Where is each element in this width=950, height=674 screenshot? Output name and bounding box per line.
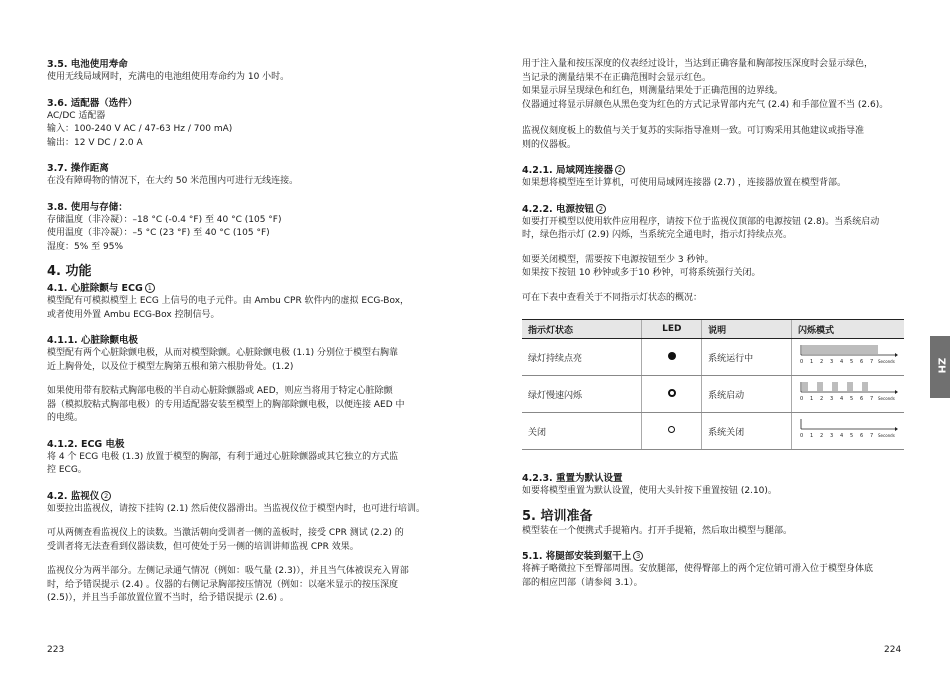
heading-4-2 xyxy=(47,490,437,503)
left-page xyxy=(47,58,437,606)
language-tab-label: ZH xyxy=(935,357,947,374)
seconds-label: Seconds xyxy=(878,395,895,401)
text-3-6-l2: 输入：100-240 V AC / 47-63 Hz / 700 mA) xyxy=(47,124,233,134)
blink-pattern-slow-icon xyxy=(798,379,898,407)
col-header-pattern: 闪烁模式 xyxy=(792,320,905,339)
blink-pattern-cell xyxy=(792,376,905,413)
tick-label: 0 xyxy=(800,395,804,402)
row-state: 关闭 xyxy=(522,413,642,450)
intro-p2-l2: 则的仪器板。 xyxy=(522,139,577,150)
tick-label: 2 xyxy=(820,358,824,365)
intro-p1-l2: 当记录的测量结果不在正确范围时会显示红色。 xyxy=(522,72,712,83)
text-4-2-p1: 如要拉出监视仪，请按下挂钩 (2.1) 然后使仪器滑出。当监视仪位于模型内时，也可进行培训。 xyxy=(47,503,426,514)
tick-label: 2 xyxy=(820,395,824,402)
indicator-table xyxy=(522,319,904,450)
tick-label: 4 xyxy=(840,358,844,365)
row-state: 绿灯慢速闪烁 xyxy=(522,376,642,413)
text-4-2-1: 如果想将模型连至计算机，可使用局域网连接器 (2.7) ，连接器放置在模型背部。 xyxy=(522,178,847,188)
text-5-1-l1: 将裤子略微拉下至臀部周围。安放腿部，使得臀部上的两个定位销可滑入位于模型身体底 xyxy=(522,564,874,574)
heading-4-1-text: 4.1. 心脏除颤与 ECG xyxy=(47,283,143,294)
seconds-label: Seconds xyxy=(878,432,895,438)
figure-marker-icon: 1 xyxy=(145,283,155,293)
row-state: 绿灯持续点亮 xyxy=(522,339,642,376)
heading-4-2-2 xyxy=(522,203,904,216)
seconds-label: Seconds xyxy=(878,358,895,364)
tick-label: 1 xyxy=(810,432,814,439)
text-4-2-2-p3: 可在下表中查看关于不同指示灯状态的概况： xyxy=(522,292,703,303)
text-4-1-1-p1-l1: 模型配有两个心脏除颤电极，从而对模型除颤。心脏除颤电极 (1.1) 分别位于模型右胸靠 xyxy=(47,348,399,358)
table-row xyxy=(522,413,904,450)
heading-4-1-1: 4.1.1. 心脏除颤电极 xyxy=(47,335,138,346)
heading-5-1 xyxy=(522,550,904,563)
col-header-desc: 说明 xyxy=(702,320,792,339)
heading-4-2-1-text: 4.2.1. 局域网连接器 xyxy=(522,165,613,176)
heading-3-8: 3.8. 使用与存储： xyxy=(47,201,128,213)
row-desc: 系统关闭 xyxy=(702,413,792,450)
text-4-2-p3-l1: 监视仪分为两半部分。左侧记录通气情况（例如：吸气量 (2.3)），并且当气体被误充入胃部 xyxy=(47,566,409,576)
tick-label: 0 xyxy=(800,358,804,365)
right-page xyxy=(522,58,904,590)
tick-label: 3 xyxy=(830,395,834,402)
tick-label: 4 xyxy=(840,395,844,402)
heading-5: 5. 培训准备 xyxy=(522,508,593,524)
figure-marker-icon: 2 xyxy=(615,165,625,175)
tick-label: 1 xyxy=(810,358,814,365)
table-header-row xyxy=(522,320,904,339)
intro-p1-l1: 用于注入量和按压深度的仪表经过设计，当达到正确容量和胸部按压深度时会显示绿色， xyxy=(522,59,874,69)
text-3-6-l3: 输出：12 V DC / 2.0 A xyxy=(47,137,143,148)
row-desc: 系统运行中 xyxy=(702,339,792,376)
heading-4-2-1 xyxy=(522,164,904,177)
tick-label: 5 xyxy=(850,432,854,439)
text-4-2-p2-l1: 可从两侧查看监视仪上的读数。当激活朝向受训者一侧的盖板时，接受 CPR 测试 (2.2) 的 xyxy=(47,528,404,538)
tick-label: 7 xyxy=(870,432,874,439)
heading-4-1-2: 4.1.2. ECG 电极 xyxy=(47,438,125,450)
text-4-2-p2-l2: 受训者将无法查看到仪器读数，但可使处于另一侧的培训讲师监视 CPR 效果。 xyxy=(47,541,359,552)
row-desc: 系统启动 xyxy=(702,376,792,413)
tick-label: 6 xyxy=(860,432,864,439)
intro-p1-l4: 仪器通过将显示屏颜色从黑色变为红色的方式记录胃部内充气 (2.4) 和手部位置不当 (2.6)。 xyxy=(522,99,889,110)
blink-pattern-cell xyxy=(792,339,905,376)
heading-4-2-text: 4.2. 监视仪 xyxy=(47,490,100,502)
text-4-2-2-p2-l2: 如果按下按钮 10 秒钟或多于10 秒钟，可将系统强行关闭。 xyxy=(522,268,761,278)
text-4-2-p3-l3: (2.5)），并且当手部放置位置不当时，给予错误提示 (2.6) 。 xyxy=(47,593,289,603)
figure-marker-icon: 2 xyxy=(596,204,606,214)
text-4-1-l2: 或者使用外置 Ambu ECG-Box 控制信号。 xyxy=(47,309,220,320)
page-number-right: 224 xyxy=(884,645,902,655)
text-3-8-l2: 使用温度（非冷凝）：–5 °C (23 °F) 至 40 °C (105 °F) xyxy=(47,228,270,238)
text-4-2-p3-l2: 时，给予错误提示 (2.4) 。仪器的右侧记录胸部按压情况（例如：以毫米显示的按压深度 xyxy=(47,579,399,590)
figure-marker-icon: 3 xyxy=(633,551,643,561)
page-number-left: 223 xyxy=(47,645,65,655)
tick-label: 7 xyxy=(870,358,874,365)
heading-3-7: 3.7. 操作距离 xyxy=(47,163,109,174)
tick-label: 7 xyxy=(870,395,874,402)
blink-pattern-continuous-icon xyxy=(798,342,898,370)
tick-label: 3 xyxy=(830,432,834,439)
tick-label: 0 xyxy=(800,432,804,439)
heading-5-1-text: 5.1. 将腿部安装到躯干上 xyxy=(522,551,632,562)
text-4-1-2-l1: 将 4 个 ECG 电极 (1.3) 放置于模型的胸部，有利于通过心脏除颤器或其它独立的方式监 xyxy=(47,451,399,462)
text-5-1-l2: 部的相应凹部（请参阅 3.1）。 xyxy=(522,577,643,588)
blink-pattern-off-icon xyxy=(798,416,898,444)
text-3-6-l1: AC/DC 适配器 xyxy=(47,110,106,121)
text-4-2-2-p1-l1: 如要打开模型以使用软件应用程序，请按下位于监视仪顶部的电源按钮 (2.8)。当系统启动 xyxy=(522,216,880,227)
intro-p1-l3: 如果显示屏呈现绿色和红色，则测量结果处于正确范围的边界线。 xyxy=(522,86,784,96)
text-3-5: 使用无线局域网时，充满电的电池组使用寿命约为 10 小时。 xyxy=(47,72,290,82)
led-blinking-icon xyxy=(668,389,676,397)
heading-4-2-2-text: 4.2.2. 电源按钮 xyxy=(522,203,594,215)
tick-label: 5 xyxy=(850,358,854,365)
text-4-1-1-p1-l2: 近上胸骨处，以及位于模型左胸第五根和第六根肋骨处。(1.2) xyxy=(47,361,294,372)
col-header-led: LED xyxy=(642,320,702,339)
heading-3-5: 3.5. 电池使用寿命 xyxy=(47,59,128,70)
text-4-2-3: 如要将模型重置为默认设置，使用大头针按下重置按钮 (2.10)。 xyxy=(522,486,777,496)
blink-pattern-cell xyxy=(792,413,905,450)
text-4-2-2-p2-l1: 如要关闭模型，需要按下电源按钮至少 3 秒钟。 xyxy=(522,254,714,265)
heading-4-2-3: 4.2.3. 重置为默认设置 xyxy=(522,473,623,484)
table-row xyxy=(522,376,904,413)
col-header-state: 指示灯状态 xyxy=(522,320,642,339)
language-tab xyxy=(930,336,950,398)
text-4-1-1-p2-l1: 如果使用带有胶粘式胸部电极的半自动心脏除颤器或 AED，则应当将用于特定心脏除颤 xyxy=(47,386,393,396)
tick-label: 6 xyxy=(860,358,864,365)
tick-label: 5 xyxy=(850,395,854,402)
tick-label: 4 xyxy=(840,432,844,439)
led-off-icon xyxy=(668,426,675,433)
text-3-8-l3: 湿度：5% 至 95% xyxy=(47,241,124,252)
tick-label: 2 xyxy=(820,432,824,439)
text-4-1-1-p2-l2: 器（模拟胶粘式胸部电极）的专用适配器安装至模型上的胸部除颤电极，以便连接 AED 中 xyxy=(47,399,405,410)
tick-label: 3 xyxy=(830,358,834,365)
figure-marker-icon: 2 xyxy=(101,491,111,501)
led-cell xyxy=(642,376,702,413)
tick-label: 6 xyxy=(860,395,864,402)
text-4-2-2-p1-l2: 时，绿色指示灯 (2.9) 闪烁，当系统完全通电时，指示灯持续点亮。 xyxy=(522,230,793,240)
led-cell xyxy=(642,413,702,450)
text-3-8-l1: 存储温度（非冷凝）：–18 °C (-0.4 °F) 至 40 °C (105 °F) xyxy=(47,214,282,225)
table-row xyxy=(522,339,904,376)
text-3-7: 在没有障碍物的情况下，在大约 50 米范围内可进行无线连接。 xyxy=(47,176,299,186)
led-solid-icon xyxy=(668,352,676,360)
text-4-1-1-p2-l3: 的电缆。 xyxy=(47,413,84,423)
text-4-1-l1: 模型配有可模拟模型上 ECG 上信号的电子元件。由 Ambu CPR 软件内的虚拟 ECG-Box， xyxy=(47,296,410,306)
heading-4: 4. 功能 xyxy=(47,264,92,279)
heading-3-6: 3.6. 适配器（选件） xyxy=(47,97,138,109)
led-cell xyxy=(642,339,702,376)
text-5: 模型装在一个便携式手提箱内。打开手提箱，然后取出模型与腿部。 xyxy=(522,525,793,536)
tick-label: 1 xyxy=(810,395,814,402)
intro-p2-l1: 监视仪刻度板上的数值与关于复苏的实际指导准则一致。可订购采用其他建议或指导准 xyxy=(522,126,865,136)
heading-4-1 xyxy=(47,282,437,295)
text-4-1-2-l2: 控 ECG。 xyxy=(47,465,87,475)
